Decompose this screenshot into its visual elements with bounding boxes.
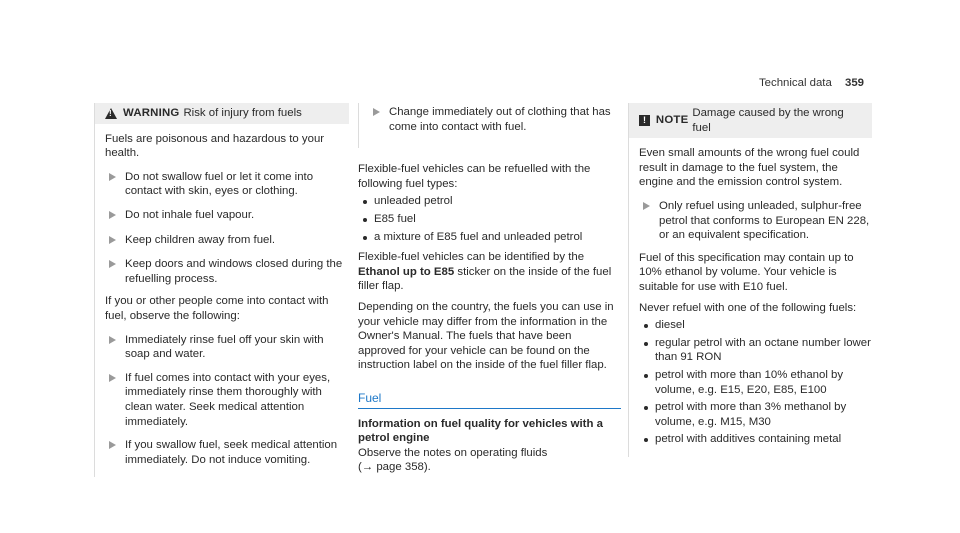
- page-header: [759, 76, 864, 91]
- list-item: a mixture of E85 fuel and unleaded petrol: [358, 230, 621, 245]
- column-middle: [358, 103, 621, 475]
- section-title-fuel: Fuel: [358, 391, 621, 409]
- note-label: NOTE: [655, 114, 689, 127]
- list-item: petrol with additives containing metal: [639, 432, 872, 447]
- list-item: diesel: [639, 318, 872, 333]
- warning-title: Risk of injury from fuels: [183, 107, 302, 119]
- step-arrow-icon: [109, 441, 116, 449]
- ethanol-paragraph: Fuel of this specification may contain up to 10% ethanol by volume. Your vehicle is suitable for use with E10 fuel.: [639, 251, 854, 293]
- forbidden-fuels-list: [639, 318, 872, 447]
- warning-step: If you swallow fuel, seek medical attention immediately. Do not induce vomiting.: [105, 438, 349, 467]
- warning-intro: Fuels are poisonous and hazardous to your health.: [105, 132, 325, 160]
- warning-step: Change immediately out of clothing that has come into contact with fuel.: [369, 105, 621, 134]
- warning-step: If fuel comes into contact with your eyes, immediately rinse them thoroughly with clean water. Seek medical attention immediately.: [105, 371, 349, 429]
- note-intro: Even small amounts of the wrong fuel could result in damage to the fuel system, the engine and the emission control system.: [639, 147, 860, 189]
- warning-step: Keep doors and windows closed during the refuelling process.: [105, 257, 349, 286]
- warning-triangle-icon: [105, 108, 117, 119]
- country-paragraph: Depending on the country, the fuels you can use in your vehicle may differ from the information in the Owner's Manual. The fuels that have been approved for your vehicle can be found on the instruction label on the inside of the fuel filler flap.: [358, 300, 614, 372]
- warning-header: [95, 103, 349, 124]
- step-arrow-icon: [109, 336, 116, 344]
- list-item: regular petrol with an octane number lower than 91 RON: [639, 336, 872, 365]
- note-title: Damage caused by the wrong fuel: [692, 107, 844, 134]
- warning-middle: If you or other people come into contact with fuel, observe the following:: [105, 295, 329, 322]
- flex-fuel-intro: Flexible-fuel vehicles can be refuelled with the following fuel types:: [358, 163, 591, 190]
- warning-step: Do not swallow fuel or let it come into contact with skin, eyes or clothing.: [105, 170, 349, 199]
- step-arrow-icon: [109, 236, 116, 244]
- note-box: [628, 103, 872, 457]
- column-right: [628, 103, 872, 457]
- warning-label: WARNING: [123, 107, 180, 119]
- list-item: petrol with more than 3% methanol by volume, e.g. M15, M30: [639, 400, 872, 429]
- list-item: unleaded petrol: [358, 194, 621, 209]
- fuel-types-list: [358, 194, 621, 244]
- warning-step: Keep children away from fuel.: [105, 233, 349, 249]
- fuel-quality-heading: Information on fuel quality for vehicles with a petrol engine: [358, 417, 603, 445]
- operating-fluids-note: Observe the notes on operating fluids: [358, 446, 548, 459]
- note-step: Only refuel using unleaded, sulphur-free petrol that conforms to European EN 228, or an equivalent specification.: [639, 199, 872, 243]
- section-name: Technical data: [758, 77, 832, 89]
- sticker-name: Ethanol up to E85: [358, 265, 455, 278]
- flex-ident-paragraph: Flexible-fuel vehicles can be identified by the Ethanol up to E85 sticker on the inside of the fuel filler flap.: [358, 251, 612, 293]
- step-arrow-icon: [373, 108, 380, 116]
- step-arrow-icon: [643, 202, 650, 210]
- step-arrow-icon: [109, 260, 116, 268]
- column-left: [94, 103, 349, 477]
- warning-step: Immediately rinse fuel off your skin with soap and water.: [105, 333, 349, 362]
- never-refuel-paragraph: Never refuel with one of the following fuels:: [639, 301, 857, 314]
- step-arrow-icon: [109, 374, 116, 382]
- warning-step: Do not inhale fuel vapour.: [105, 208, 349, 224]
- step-arrow-icon: [109, 211, 116, 219]
- list-item: E85 fuel: [358, 212, 621, 227]
- list-item: petrol with more than 10% ethanol by volume, e.g. E15, E20, E85, E100: [639, 368, 872, 397]
- warning-box-continued: [358, 103, 621, 148]
- exclamation-icon: !: [639, 115, 650, 126]
- page-number: 359: [844, 77, 864, 89]
- warning-box: [94, 103, 349, 477]
- page-reference-link[interactable]: (→ page 358).: [358, 461, 431, 474]
- note-header: [629, 103, 872, 138]
- step-arrow-icon: [109, 173, 116, 181]
